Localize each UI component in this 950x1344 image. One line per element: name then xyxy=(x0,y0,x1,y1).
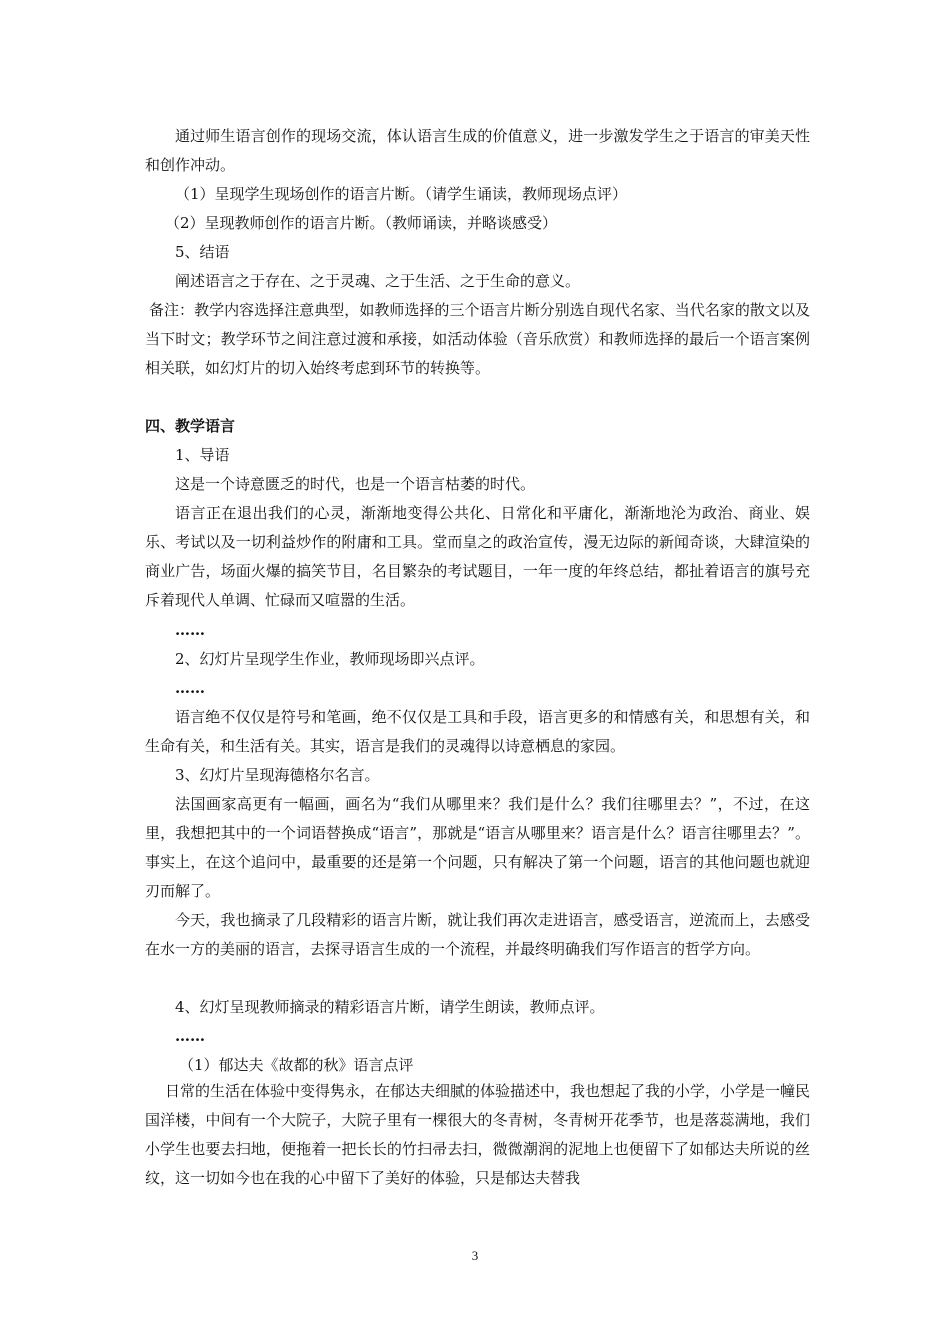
paragraph-student-fragment: （1）呈现学生现场创作的语言片断。（请学生诵读，教师现场点评） xyxy=(175,185,628,203)
paragraph-guide-heading: 1、导语 xyxy=(175,446,230,464)
ellipsis-3: …… xyxy=(175,1027,205,1045)
paragraph-conclusion: 阐述语言之于存在、之于灵魂、之于生活、之于生命的意义。 xyxy=(175,272,581,290)
paragraph-intro: 通过师生语言创作的现场交流，体认语言生成的价值意义，进一步激发学生之于语言的审美天性和创作冲动。 xyxy=(145,127,810,174)
paragraph-teacher-fragment: （2）呈现教师创作的语言片断。（教师诵读，并略谈感受） xyxy=(165,214,558,232)
ellipsis-2: …… xyxy=(175,679,205,697)
paragraph-remark: 备注：教学内容选择注意典型，如教师选择的三个语言片断分别选自现代名家、当代名家的散文以及当下时文；教学环节之间注意过渡和承接，如活动体验（音乐欣赏）和教师选择的最后一个语言案例相关联，如幻灯片的切入始终考虑到环节的转换等。 xyxy=(145,301,810,377)
paragraph-yu-dafu-heading: （1）郁达夫《故都的秋》语言点评 xyxy=(179,1056,414,1074)
ellipsis-1: …… xyxy=(175,621,205,639)
paragraph-yu-dafu-commentary: 日常的生活在体验中变得隽永，在郁达夫细腻的体验描述中，我也想起了我的小学，小学是一幢民国洋楼，中间有一个大院子，大院子里有一棵很大的冬青树，冬青树开花季节，也是落蕊满地，我们小学生也要去扫地，便拖着一把长长的竹扫帚去扫，微微潮润的泥地上也便留下了如郁达夫所说的丝纹，这一切如今也在我的心中留下了美好的体验，只是郁达夫替我 xyxy=(145,1082,811,1187)
paragraph-slide-student-work: 2、幻灯片呈现学生作业，教师现场即兴点评。 xyxy=(175,650,485,668)
paragraph-guide-1: 这是一个诗意匮乏的时代，也是一个语言枯萎的时代。 xyxy=(175,475,536,493)
paragraph-today: 今天，我也摘录了几段精彩的语言片断，就让我们再次走进语言，感受语言，逆流而上，去感受在水一方的美丽的语言，去探寻语言生成的一个流程，并最终明确我们写作语言的哲学方向。 xyxy=(145,911,810,958)
paragraph-slide-teacher-excerpts: 4、幻灯呈现教师摘录的精彩语言片断，请学生朗读，教师点评。 xyxy=(175,998,605,1016)
paragraph-conclusion-heading: 5、结语 xyxy=(175,243,230,261)
paragraph-gauguin: 法国画家高更有一幅画，画名为“我们从哪里来？我们是什么？我们往哪里去？”，不过，在这里，我想把其中的一个词语替换成“语言”，那就是“语言从哪里来？语言是什么？语言往哪里去？”。事实上，在这个追问中，最重要的还是第一个问题，只有解决了第一个问题，语言的其他问题也就迎刃而解了。 xyxy=(145,795,810,900)
section-heading-teaching-language: 四、教学语言 xyxy=(145,417,236,435)
paragraph-language-not-symbol: 语言绝不仅仅是符号和笔画，绝不仅仅是工具和手段，语言更多的和情感有关，和思想有关，和生命有关，和生活有关。其实，语言是我们的灵魂得以诗意栖息的家园。 xyxy=(145,708,810,755)
page-number: 3 xyxy=(471,1248,479,1263)
paragraph-slide-heidegger: 3、幻灯片呈现海德格尔名言。 xyxy=(175,766,380,784)
paragraph-guide-2: 语言正在退出我们的心灵，渐渐地变得公共化、日常化和平庸化，渐渐地沦为政治、商业、娱乐、考试以及一切利益炒作的附庸和工具。堂而皇之的政治宣传，漫无边际的新闻奇谈，大肆渲染的商业广告，场面火爆的搞笑节目，名目繁杂的考试题目，一年一度的年终总结，都扯着语言的旗号充斥着现代人单调、忙碌而又喧嚣的生活。 xyxy=(145,504,810,609)
